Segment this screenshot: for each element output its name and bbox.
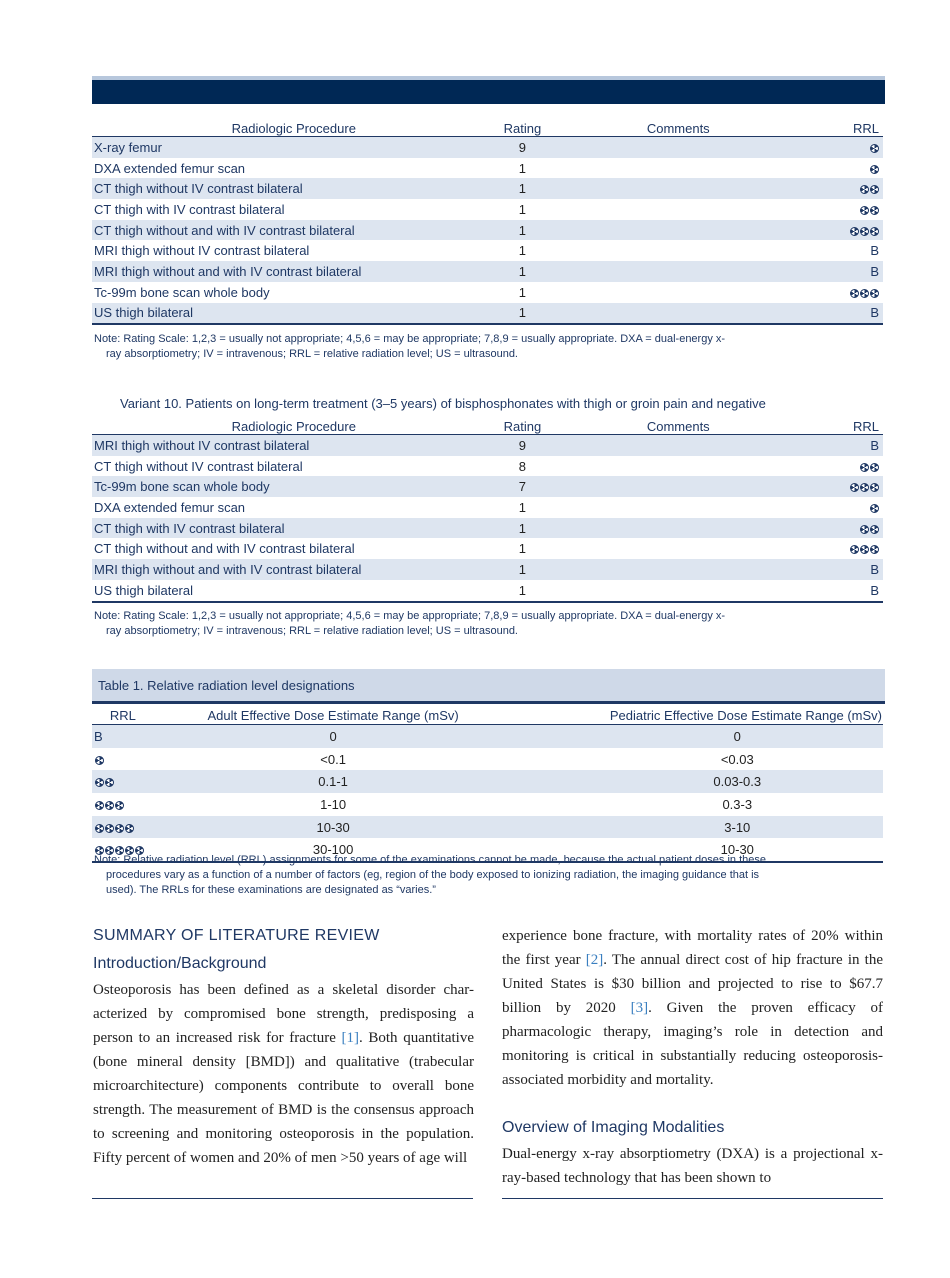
procedure-name: CT thigh without IV contrast bilateral — [94, 458, 303, 474]
column-header-rating: Rating — [503, 418, 542, 434]
table-row — [92, 518, 883, 539]
radiation-icon — [860, 206, 869, 215]
table-row — [92, 538, 883, 559]
column-header-procedure: Radiologic Procedure — [231, 418, 356, 434]
rrl-cell — [92, 770, 154, 793]
rating-value: 1 — [518, 582, 526, 598]
table-row — [92, 137, 883, 158]
procedure-name: Tc-99m bone scan whole body — [94, 284, 270, 300]
table-row — [92, 158, 883, 179]
comments-cell — [549, 518, 807, 539]
adult-dose-cell: 0.1-1 — [318, 774, 348, 790]
rating-value: 1 — [518, 561, 526, 577]
section-heading: SUMMARY OF LITERATURE REVIEW — [93, 927, 380, 944]
column-header-adult: Adult Effective Dose Estimate Range (mSv) — [207, 707, 459, 723]
table-row — [92, 793, 883, 816]
comments-cell — [549, 220, 807, 241]
radiation-icon — [860, 463, 869, 472]
subsection-heading: Overview of Imaging Modalities — [502, 1119, 725, 1136]
pediatric-dose-cell: <0.03 — [720, 751, 754, 767]
paragraph: Osteoporosis has been defined as a skeletal disorder char- acterized by compromised bone strength, predisposing a person to an increased risk for fracture [1]. Both quantitative (bone mineral density [BMD]) and qualitative (trabecular microarchitecture) components contribute to overall bone strength. The measurement of BMD is the consensus approach to screening and monitoring osteoporosis in the population. Fifty percent of women and 20% of men >50 years of age will — [93, 982, 475, 1166]
radiation-icon — [870, 483, 879, 492]
column-header-procedure: Radiologic Procedure — [231, 120, 356, 136]
comments-cell — [549, 199, 807, 220]
table-1-caption-band — [92, 669, 885, 701]
citation-link[interactable]: [3] — [630, 1000, 649, 1016]
radiation-icon — [105, 824, 114, 833]
table-1-rule — [92, 701, 885, 704]
radiation-icon — [870, 206, 879, 215]
rrl-zero-symbol: B — [870, 582, 879, 598]
rrl-cell — [807, 518, 883, 539]
radiation-icon — [860, 185, 869, 194]
table-row — [92, 770, 883, 793]
table-row — [92, 816, 883, 839]
table-row — [92, 725, 883, 748]
radiation-icon — [860, 545, 869, 554]
table-row — [92, 748, 883, 771]
rrl-cell — [92, 816, 154, 839]
adult-dose-cell: 10-30 — [316, 819, 350, 835]
rrl-cell — [807, 303, 883, 325]
comments-cell — [549, 178, 807, 199]
table-row — [92, 497, 883, 518]
pediatric-dose-cell: 0.03-0.3 — [713, 774, 762, 790]
radiation-icon — [850, 483, 859, 492]
table-row — [92, 240, 883, 261]
procedure-name: CT thigh without and with IV contrast bilateral — [94, 541, 355, 557]
table-header-row — [92, 418, 883, 435]
rrl-cell — [807, 456, 883, 477]
table-1-caption: Table 1. Relative radiation level designations — [98, 678, 355, 693]
comments-cell — [549, 261, 807, 282]
rating-value: 1 — [518, 263, 526, 279]
pediatric-dose-cell: 0.3-3 — [722, 796, 753, 812]
radiation-icon — [860, 483, 869, 492]
comments-cell — [549, 580, 807, 602]
subsection-heading: Introduction/Background — [93, 955, 267, 972]
rrl-cell — [807, 158, 883, 179]
procedure-name: DXA extended femur scan — [94, 499, 246, 515]
table-header-row — [92, 120, 883, 137]
rating-value: 1 — [518, 222, 526, 238]
comments-cell — [549, 303, 807, 325]
procedure-table-a — [92, 120, 883, 325]
column-header-rating: Rating — [503, 120, 542, 136]
procedure-name: MRI thigh without IV contrast bilateral — [94, 243, 310, 259]
table-row — [92, 199, 883, 220]
table-b-note: Note: Rating Scale: 1,2,3 = usually not appropriate; 4,5,6 = may be appropriate; 7,8,9 = usually appropriate. DXA = dual-energy x- ray absorptiometry; IV = intravenous; RRL = relative radiation level; US = ultrasound. — [94, 610, 726, 637]
radiation-icon — [115, 824, 124, 833]
procedure-name: MRI thigh without and with IV contrast bilateral — [94, 263, 362, 279]
rrl-cell — [807, 178, 883, 199]
spacer — [502, 1092, 883, 1116]
procedure-name: US thigh bilateral — [94, 582, 193, 598]
adult-dose-cell: 1-10 — [320, 796, 347, 812]
citation-link[interactable]: [1] — [341, 1030, 359, 1046]
adult-dose-cell: 0 — [329, 728, 337, 744]
rrl-cell — [807, 261, 883, 282]
rrl-cell — [807, 497, 883, 518]
rrl-designation-table — [92, 706, 883, 863]
column-header-rrl: RRL — [109, 707, 136, 723]
column-header-rrl: RRL — [852, 418, 879, 434]
rrl-cell — [807, 220, 883, 241]
radiation-icon — [870, 165, 879, 174]
table-row — [92, 178, 883, 199]
radiation-icon — [850, 227, 859, 236]
table-row — [92, 559, 883, 580]
radiation-icon — [870, 144, 879, 153]
rrl-cell — [92, 793, 154, 816]
radiation-icon — [860, 289, 869, 298]
comments-cell — [549, 497, 807, 518]
variant-10-caption: Variant 10. Patients on long-term treatment (3–5 years) of bisphosphonates with thigh or groin pain and negative — [120, 396, 766, 411]
radiation-icon — [105, 801, 114, 810]
adult-dose-cell: <0.1 — [320, 751, 346, 767]
rrl-cell — [807, 137, 883, 158]
pediatric-dose-cell: 0 — [733, 728, 741, 744]
comments-cell — [549, 137, 807, 158]
rating-value: 1 — [518, 284, 526, 300]
rating-value: 1 — [518, 305, 526, 321]
rating-value: 1 — [518, 160, 526, 176]
table-row — [92, 476, 883, 497]
radiation-icon — [870, 504, 879, 513]
paragraph: experience bone fracture, with mortality rates of 20% within the first year [2]. The annual direct cost of hip fracture in the United States is $30 billion and projected to rise to $67.7 billion by 2020 [3]. Given the proven efficacy of pharmacologic therapy, imaging’s role in detection and monitoring is critical in substantially reducing osteoporosis-associated morbidity and mortality. — [502, 928, 883, 1088]
table-row — [92, 456, 883, 477]
radiation-icon — [95, 824, 104, 833]
comments-cell — [549, 435, 807, 456]
right-text-column — [502, 924, 883, 1190]
column-header-comments: Comments — [646, 120, 710, 136]
rrl-cell — [807, 240, 883, 261]
radiation-icon — [850, 545, 859, 554]
procedure-name: CT thigh with IV contrast bilateral — [94, 201, 285, 217]
radiation-icon — [850, 289, 859, 298]
table-header-row — [92, 706, 883, 725]
radiation-icon — [125, 824, 134, 833]
procedure-name: CT thigh with IV contrast bilateral — [94, 520, 285, 536]
radiation-icon — [870, 185, 879, 194]
adult-dose-cell: 30-100 — [312, 842, 354, 858]
pediatric-dose-cell: 3-10 — [724, 819, 751, 835]
rrl-cell — [807, 199, 883, 220]
rating-value: 1 — [518, 499, 526, 515]
rating-value: 8 — [518, 458, 526, 474]
rrl-zero-symbol: B — [870, 305, 879, 321]
radiation-icon — [115, 801, 124, 810]
radiation-icon — [860, 525, 869, 534]
radiation-icon — [105, 778, 114, 787]
pediatric-dose-cell: 10-30 — [720, 842, 754, 858]
rrl-cell — [807, 559, 883, 580]
rating-value: 7 — [518, 479, 526, 495]
procedure-name: MRI thigh without and with IV contrast bilateral — [94, 561, 362, 577]
rrl-zero-symbol: B — [870, 243, 879, 259]
comments-cell — [549, 158, 807, 179]
procedure-name: US thigh bilateral — [94, 305, 193, 321]
table-a-note: Note: Rating Scale: 1,2,3 = usually not appropriate; 4,5,6 = may be appropriate; 7,8,9 = usually appropriate. DXA = dual-energy x- ray absorptiometry; IV = intravenous; RRL = relative radiation level; US = ultrasound. — [94, 333, 726, 360]
procedure-table-b — [92, 418, 883, 603]
rrl-cell — [807, 476, 883, 497]
rrl-zero-symbol: B — [870, 437, 879, 453]
rrl-cell — [807, 282, 883, 303]
rrl-zero-symbol: B — [94, 728, 103, 744]
procedure-name: DXA extended femur scan — [94, 160, 246, 176]
rrl-zero-symbol: B — [870, 561, 879, 577]
procedure-name: X-ray femur — [94, 139, 162, 155]
rrl-cell — [92, 725, 154, 748]
column-header-pediatric: Pediatric Effective Dose Estimate Range (mSv) — [609, 707, 882, 723]
citation-link[interactable]: [2] — [585, 952, 604, 968]
rating-value: 9 — [518, 437, 526, 453]
left-text-column — [93, 924, 474, 1170]
radiation-icon — [95, 778, 104, 787]
radiation-icon — [870, 545, 879, 554]
comments-cell — [549, 240, 807, 261]
rrl-cell — [807, 580, 883, 602]
procedure-name: CT thigh without IV contrast bilateral — [94, 181, 303, 197]
rrl-cell — [807, 435, 883, 456]
column-bottom-rule — [92, 1198, 473, 1199]
rrl-cell — [807, 538, 883, 559]
rating-value: 1 — [518, 243, 526, 259]
column-header-comments: Comments — [646, 418, 710, 434]
rrl-zero-symbol: B — [870, 263, 879, 279]
radiation-icon — [860, 227, 869, 236]
comments-cell — [549, 559, 807, 580]
table-row — [92, 282, 883, 303]
paragraph: Dual-energy x-ray absorptiometry (DXA) is a projectional x-ray-based technology that has been shown to — [502, 1146, 883, 1186]
column-header-rrl: RRL — [852, 120, 879, 136]
comments-cell — [549, 538, 807, 559]
table-row — [92, 435, 883, 456]
column-bottom-rule — [502, 1198, 883, 1199]
rrl-cell — [92, 748, 154, 771]
rating-value: 9 — [518, 139, 526, 155]
radiation-icon — [870, 463, 879, 472]
rating-value: 1 — [518, 520, 526, 536]
radiation-icon — [95, 756, 104, 765]
procedure-name: MRI thigh without IV contrast bilateral — [94, 437, 310, 453]
table-row — [92, 261, 883, 282]
table-row — [92, 580, 883, 602]
procedure-name: CT thigh without and with IV contrast bilateral — [94, 222, 355, 238]
comments-cell — [549, 456, 807, 477]
table-1-note: Note: Relative radiation level (RRL) assignments for some of the examinations cannot be made, because the actual patient doses in these procedures vary as a function of a number of factors (eg, region of the body exposed to ionizing radiation, the imaging guidance that is used). The RRLs for these examinations are designated as “varies.” — [94, 854, 766, 896]
table-row — [92, 303, 883, 325]
table-row — [92, 220, 883, 241]
rating-value: 1 — [518, 201, 526, 217]
radiation-icon — [870, 289, 879, 298]
comments-cell — [549, 476, 807, 497]
radiation-icon — [95, 801, 104, 810]
header-band — [92, 80, 885, 104]
procedure-name: Tc-99m bone scan whole body — [94, 479, 270, 495]
radiation-icon — [870, 525, 879, 534]
radiation-icon — [870, 227, 879, 236]
rating-value: 1 — [518, 541, 526, 557]
rating-value: 1 — [518, 181, 526, 197]
comments-cell — [549, 282, 807, 303]
